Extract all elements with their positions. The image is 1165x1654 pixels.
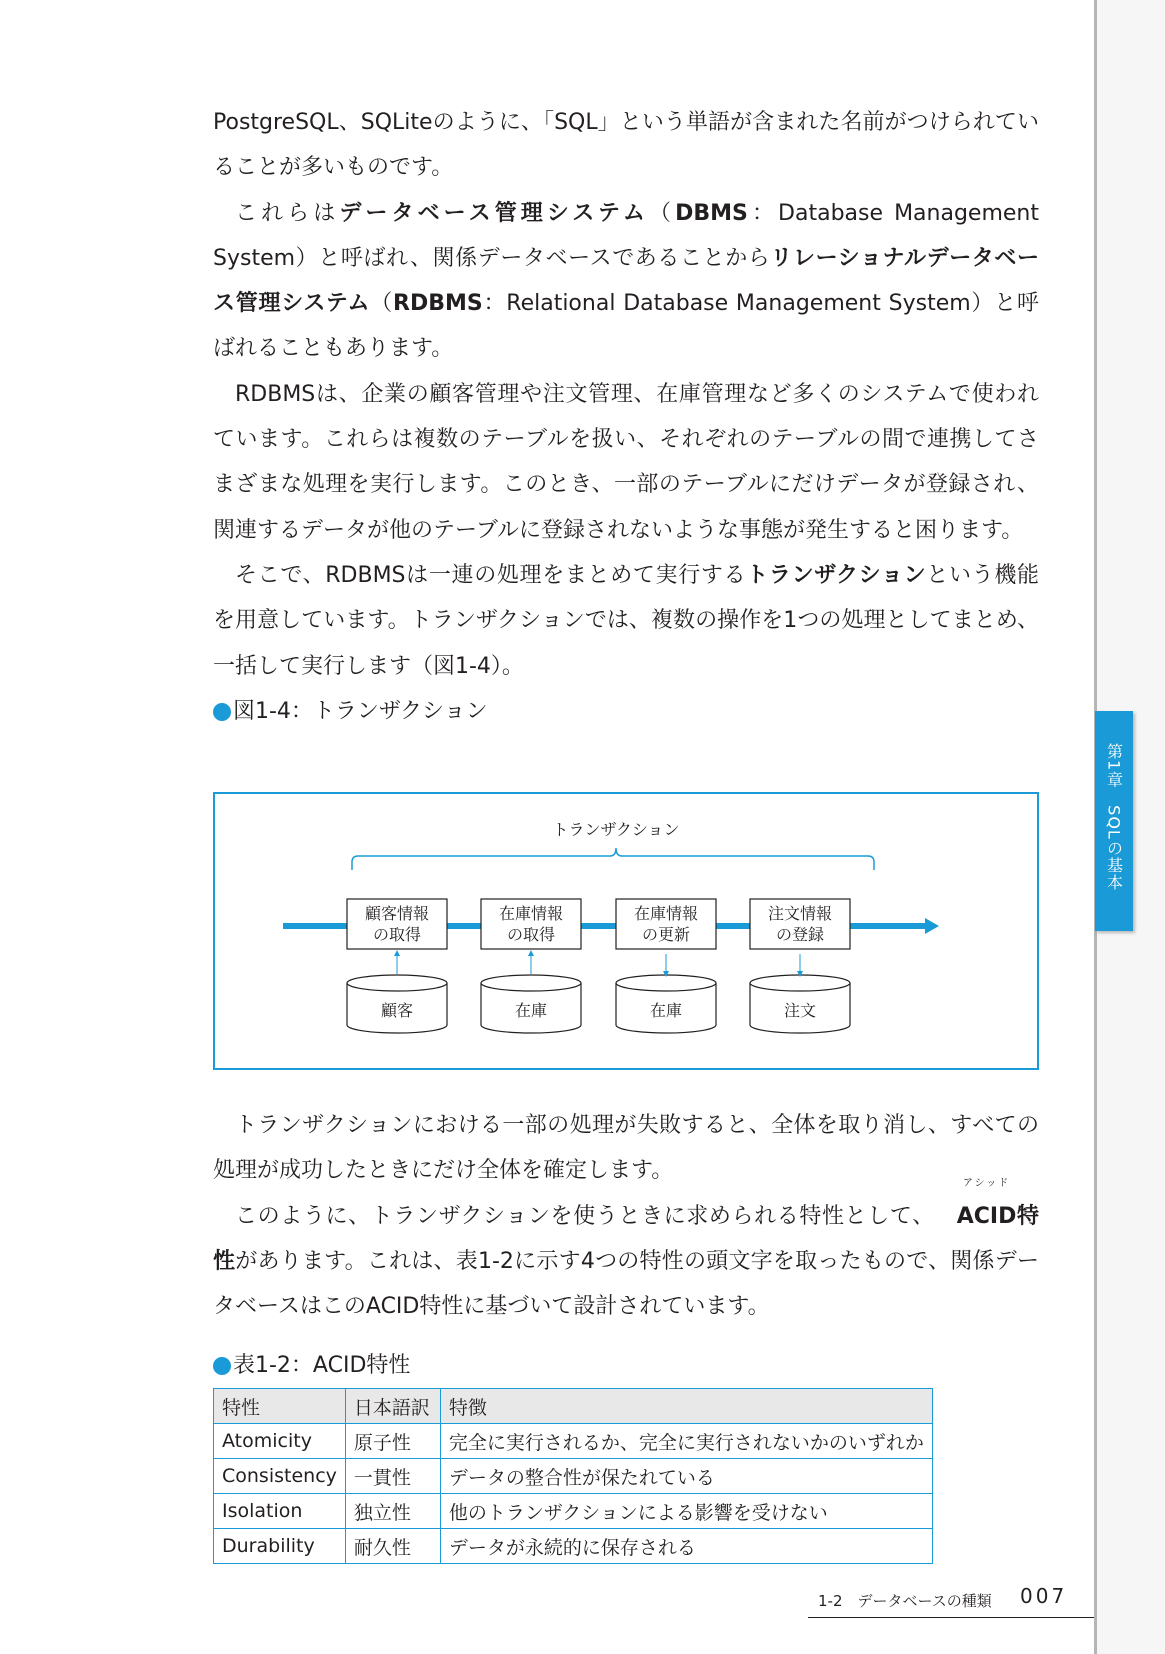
table-caption-text: 表1-2：ACID特性 — [233, 1353, 411, 1379]
table-row — [214, 1494, 933, 1529]
paragraph-2-text-a: これらは — [235, 200, 340, 226]
database-label: 注文 — [783, 1001, 817, 1020]
table-cell: 原子性 — [345, 1424, 440, 1459]
table-cell: 完全に実行されるか、完全に実行されないかのいずれか — [440, 1424, 932, 1459]
database-label: 在庫 — [514, 1001, 548, 1020]
database-label: 在庫 — [649, 1001, 683, 1020]
table-row — [214, 1424, 933, 1459]
paragraph-4-text-c: という機能を用意しています。トランザクションでは、複数の操作を1つの処理としてまとめ、一括して実行します（図1-4）。 — [213, 562, 1039, 679]
table-cell: 耐久性 — [345, 1529, 440, 1564]
chapter-side-tab[interactable] — [1095, 711, 1133, 931]
arrow-up-icon — [394, 950, 400, 956]
flow-arrowhead-icon — [925, 918, 939, 934]
paragraph-2 — [213, 191, 1039, 372]
term-dbms: DBMS — [675, 200, 748, 226]
table-header-row — [214, 1389, 933, 1424]
figure-caption — [213, 697, 1039, 727]
paragraph-5: トランザクションにおける一部の処理が失敗すると、全体を取り消し、すべての処理が成功したときにだけ全体を確定します。 — [213, 1113, 1039, 1184]
table-cell: データの整合性が保たれている — [440, 1459, 932, 1494]
paragraph-4-text-a: そこで、RDBMSは一連の処理をまとめて実行する — [235, 562, 747, 588]
table-cell: データが永続的に保存される — [440, 1529, 932, 1564]
database-cylinder-top — [616, 975, 716, 991]
page-footer — [0, 1584, 1165, 1624]
process-box-label: 注文情報 — [767, 904, 833, 923]
table-cell: 独立性 — [345, 1494, 440, 1529]
table-cell: 他のトランザクションによる影響を受けない — [440, 1494, 932, 1529]
term-transaction: トランザクション — [746, 562, 927, 588]
table-cell: Atomicity — [214, 1424, 346, 1459]
arrow-up-icon — [528, 950, 534, 956]
body-text-2 — [213, 1103, 1039, 1381]
database-cylinder-top — [347, 975, 447, 991]
paragraph-6 — [213, 1177, 1039, 1330]
body-text — [213, 100, 1039, 727]
table-cell: Consistency — [214, 1459, 346, 1494]
paragraph-6-text-a: このように、トランザクションを使うときに求められる特性として、 — [235, 1203, 935, 1229]
table-cell: Isolation — [214, 1494, 346, 1529]
caption-bullet-icon — [213, 703, 231, 721]
database-cylinder-top — [750, 975, 850, 991]
acid-ruby: アシッド — [962, 1177, 1011, 1189]
paragraph-3: RDBMSは、企業の顧客管理や注文管理、在庫管理など多くのシステムで使われています。これらは複数のテーブルを扱い、それぞれのテーブルの間で連携してさまざまな処理を実行します。このとき、一部のテーブルにだけデータが登録され、関連するデータが他のテーブルに登録されないような事態が発生すると困ります。 — [213, 381, 1039, 543]
database-cylinder-top — [481, 975, 581, 991]
transaction-brace — [352, 848, 874, 870]
paragraph-6-text-c: があります。これは、表1-2に示す4つの特性の頭文字を取ったもので、関係データベースはこのACID特性に基づいて設計されています。 — [213, 1248, 1039, 1320]
transaction-figure — [213, 792, 1039, 1070]
page-number: 007 — [1020, 1584, 1068, 1608]
paragraph-2-text-i: ：Relational Database Management System）と呼ばれることもあります。 — [213, 291, 1039, 362]
table-cell: Durability — [214, 1529, 346, 1564]
database-label: 顧客 — [380, 1001, 414, 1020]
table-header-cell: 特徴 — [440, 1389, 932, 1424]
process-box-label: の更新 — [641, 925, 691, 944]
term-acid-suffix: 特性 — [213, 1203, 1039, 1274]
process-box-label: 在庫情報 — [633, 904, 699, 923]
term-dbms-ja: データベース管理システム — [339, 200, 649, 226]
chapter-side-tab-label: 第1章 SQLの基本 — [1104, 743, 1124, 891]
table-header-cell: 特性 — [214, 1389, 346, 1424]
table-caption — [213, 1351, 1039, 1381]
table-header-cell: 日本語訳 — [345, 1389, 440, 1424]
process-box-label: 在庫情報 — [498, 904, 564, 923]
table-cell: 一貫性 — [345, 1459, 440, 1494]
acid-base: ACID — [956, 1203, 1017, 1229]
transaction-diagram — [215, 794, 1037, 1068]
paragraph-1: PostgreSQL、SQLiteのように、「SQL」という単語が含まれた名前がつけられていることが多いものです。 — [213, 110, 1039, 181]
term-rdbms: RDBMS — [393, 291, 483, 317]
paragraph-4 — [213, 553, 1039, 689]
paragraph-2-text-c: （ — [649, 200, 676, 226]
table-row — [214, 1459, 933, 1494]
term-rdbms-ja: リレーショナルデータベース管理システム — [213, 245, 1039, 317]
brace-label: トランザクション — [552, 820, 680, 839]
process-box-label: の取得 — [372, 925, 422, 944]
paragraph-2-text-g: （ — [370, 291, 393, 317]
figure-caption-text: 図1-4：トランザクション — [233, 698, 488, 724]
caption-bullet-icon — [213, 1357, 231, 1375]
acid-table — [213, 1388, 933, 1564]
process-box-label: の取得 — [506, 925, 556, 944]
process-box-label: 顧客情報 — [364, 904, 430, 923]
footer-section-title: 1-2 データベースの種類 — [818, 1592, 992, 1610]
paragraph-2-text-e: ：Database Management System）と呼ばれ、関係データベースであることから — [213, 200, 1040, 271]
process-box-label: の登録 — [775, 925, 825, 944]
table-row — [214, 1529, 933, 1564]
footer-rule — [808, 1617, 1094, 1618]
term-acid — [935, 1177, 1017, 1239]
